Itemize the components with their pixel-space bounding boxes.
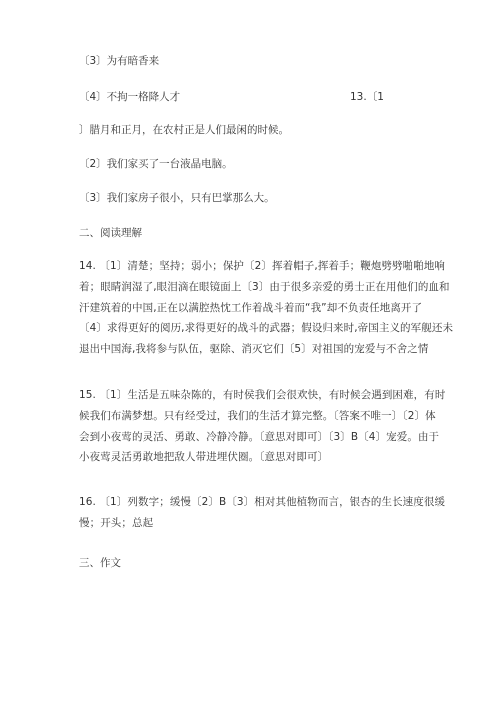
- paragraph-14-line: 汗建筑着的中国,正在以满腔热忱工作着战斗着而“我”却不负责任地离开了: [79, 301, 423, 314]
- paragraph-14-line: 退出中国海,我将参与队伍，驱除、消灭它们〔5〕对祖国的宠爱与不舍之情: [79, 343, 429, 356]
- paragraph-16-line: 慢；开头；总起: [79, 516, 154, 529]
- answer-line-13-4-text: 〔4〕不拘一格降人才: [79, 91, 181, 103]
- paragraph-14-line: 着；眼睛润湿了,眼泪滴在眼镜面上〔3〕由于很多亲爱的勇士正在用他们的血和: [79, 280, 450, 293]
- paragraph-14-line: 〔4〕求得更好的阅历,求得更好的战斗的武器；假设归来时,帝国主义的军舰还未: [79, 322, 454, 335]
- answer-line-13-1: 〕腊月和正月，在农村正是人们最闲的时候。: [79, 124, 289, 136]
- answer-paragraph-15: [79, 385, 446, 468]
- answer-line-13-2: 〔2〕我们家买了一台液晶电脑。: [79, 158, 233, 170]
- paragraph-15-line: 候我们布满梦想。只有经受过，我们的生活才算完整。〔答案不唯一〕〔2〕体: [79, 409, 436, 422]
- answer-line-13-4: [79, 91, 439, 103]
- section-heading-reading: 二、阅读理解: [79, 227, 142, 239]
- question-13-start: 13.〔1: [350, 91, 384, 103]
- answer-paragraph-16: [79, 492, 446, 534]
- section-heading-essay: 三、作文: [79, 557, 121, 569]
- answer-line-13-3b: 〔3〕我们家房子很小，只有巴掌那么大。: [79, 192, 275, 204]
- paragraph-15-line: 小夜莺灵活勇敢地把敌人带进埋伏圈。〔意思对即可〕: [79, 451, 329, 464]
- answer-line-13-3: 〔3〕为有暗香来: [79, 55, 160, 67]
- paragraph-15-line: 会到小夜莺的灵活、勇敢、冷静冷静。〔意思对即可〕〔3〕B〔4〕宠爱。由于: [79, 430, 440, 443]
- paragraph-14-line: 14. 〔1〕清楚；坚持；弱小；保护〔2〕挥着帽子,挥着手；鞭炮劈劈啪啪地响: [79, 260, 446, 272]
- paragraph-16-line: 16. 〔1〕列数字；缓慢〔2〕B〔3〕相对其他植物而言，银杏的生长速度很缓: [79, 496, 446, 508]
- answer-paragraph-14: [79, 256, 454, 360]
- paragraph-15-line: 15. 〔1〕生活是五味杂陈的，有时侯我们会很欢快，有时候会遇到困难，有时: [79, 389, 446, 401]
